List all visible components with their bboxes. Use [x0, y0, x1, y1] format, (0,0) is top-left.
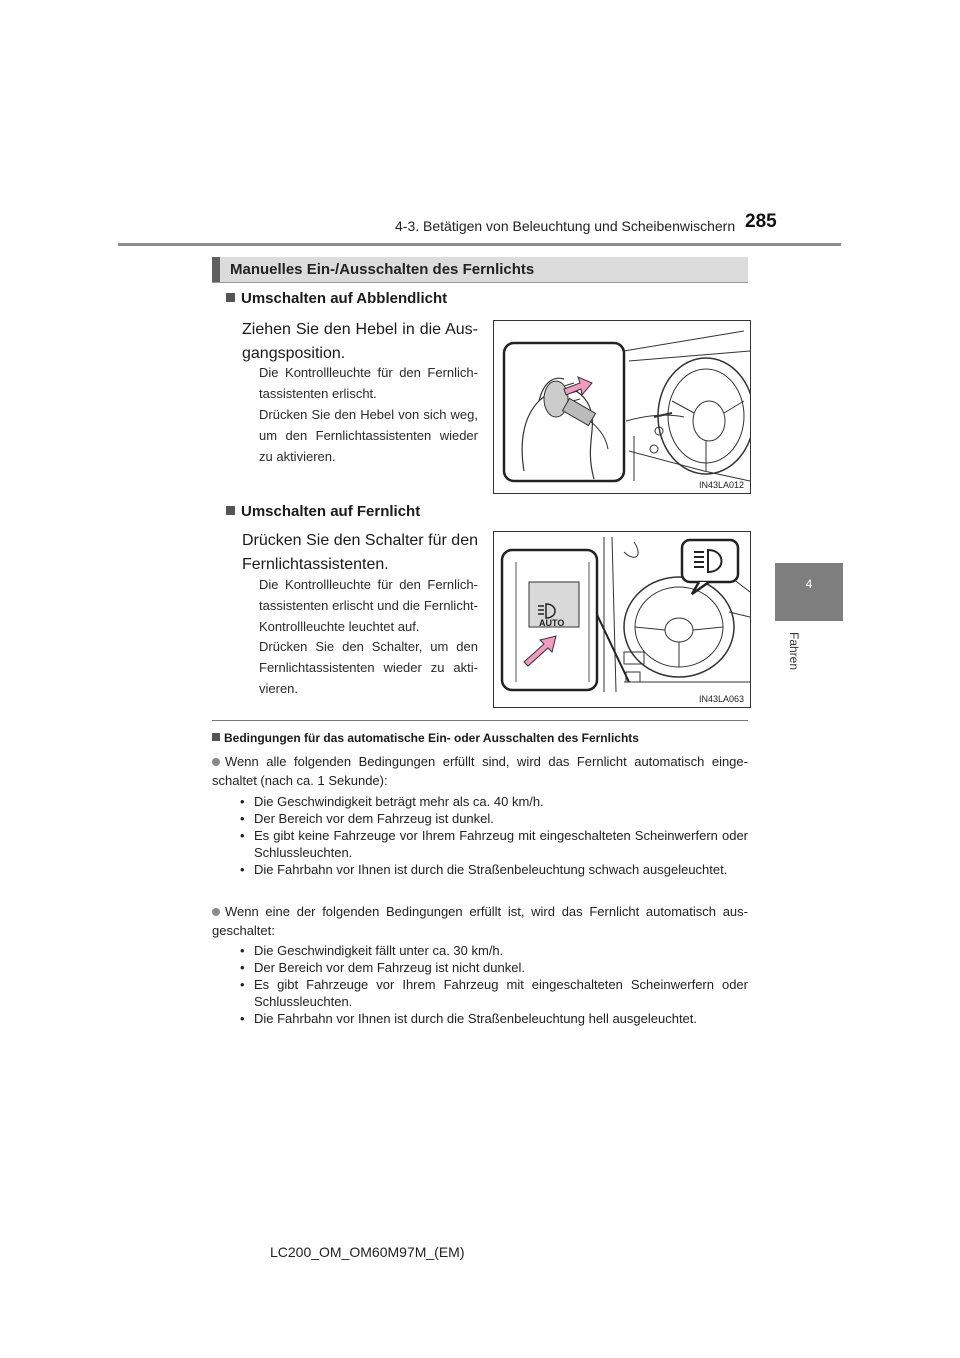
- list-item: • Die Geschwindigkeit beträgt mehr als ca. 40 km/h.: [238, 793, 748, 810]
- switch-auto-label: AUTO: [539, 618, 565, 628]
- section-heading-accent: [212, 257, 220, 282]
- conditions-off-list: [238, 942, 748, 1027]
- section-underline: [212, 282, 748, 283]
- list-item: • Die Fahrbahn vor Ihnen ist durch die Straßenbeleuchtung hell ausgeleuchtet.: [238, 1010, 748, 1027]
- section-divider: [212, 720, 748, 721]
- footer-code: LC200_OM_OM60M97M_(EM): [270, 1244, 465, 1260]
- figure-code: IN43LA012: [698, 480, 744, 490]
- note-text: Die Kontrollleuchte für den Fernlichtassistenten erlischt.: [259, 365, 478, 401]
- conditions-heading: [212, 731, 639, 745]
- header-rule: [118, 243, 841, 246]
- subheading-high-beam: [226, 503, 420, 520]
- subheading-low-beam: [226, 290, 447, 307]
- list-item: • Die Fahrbahn vor Ihnen ist durch die Straßenbeleuchtung schwach ausgeleuchtet.: [238, 861, 748, 878]
- conditions-off-intro-text: Wenn eine der folgenden Bedingungen erfüllt ist, wird das Fernlicht automatisch ausgeschaltet:: [212, 904, 748, 938]
- lever-illustration-svg: [494, 321, 750, 493]
- section-title: Manuelles Ein-/Ausschalten des Fernlichts: [230, 261, 535, 278]
- header-title: 4-3. Betätigen von Beleuchtung und Scheibenwischern: [395, 218, 736, 234]
- page-number: 285: [745, 211, 777, 232]
- circle-bullet-icon: [212, 758, 220, 766]
- square-bullet-icon: [212, 733, 220, 741]
- list-item: • Der Bereich vor dem Fahrzeug ist dunkel.: [238, 810, 748, 827]
- conditions-heading-text: Bedingungen für das automatische Ein- oder Ausschalten des Fernlichts: [224, 731, 639, 745]
- figure-lever-illustration: [493, 320, 751, 494]
- switch-illustration-svg: [494, 532, 750, 707]
- conditions-off-intro: [212, 902, 748, 940]
- note-text: Drücken Sie den Schalter, um den Fernlichtassistenten wieder zu aktivieren.: [259, 639, 478, 696]
- square-bullet-icon: [226, 506, 235, 515]
- subheading-high-beam-text: Umschalten auf Fernlicht: [241, 503, 421, 520]
- chapter-tab: [775, 563, 843, 621]
- step-text: Ziehen Sie den Hebel in die Ausgangsposition.: [242, 321, 478, 362]
- step-text: Drücken Sie den Schalter für den Fernlichtassistenten.: [242, 532, 478, 573]
- conditions-on-intro-text: Wenn alle folgenden Bedingungen erfüllt sind, wird das Fernlicht automatisch eingeschaltet (nach ca. 1 Sekunde):: [212, 754, 748, 788]
- list-item: • Es gibt keine Fahrzeuge vor Ihrem Fahrzeug mit eingeschalteten Scheinwerfern oder Schlussleuchten.: [238, 827, 748, 861]
- chapter-tab-number: 4: [805, 577, 813, 591]
- chapter-tab-label: Fahren: [787, 632, 801, 671]
- figure-code: IN43LA063: [698, 694, 744, 704]
- list-item: • Es gibt Fahrzeuge vor Ihrem Fahrzeug mit eingeschalteten Scheinwerfern oder Schlussleuchten.: [238, 976, 748, 1010]
- list-item: • Der Bereich vor dem Fahrzeug ist nicht dunkel.: [238, 959, 748, 976]
- figure-switch-illustration: [493, 531, 751, 708]
- circle-bullet-icon: [212, 908, 220, 916]
- note-text: Die Kontrollleuchte für den Fernlichtassistenten erlischt und die Fernlicht-Kontrollleuchte leuchtet auf.: [259, 577, 478, 634]
- list-item: • Die Geschwindigkeit fällt unter ca. 30 km/h.: [238, 942, 748, 959]
- square-bullet-icon: [226, 293, 235, 302]
- subheading-low-beam-text: Umschalten auf Abblendlicht: [241, 290, 448, 307]
- conditions-on-intro: [212, 752, 748, 790]
- note-text: Drücken Sie den Hebel von sich weg, um den Fernlichtassistenten wieder zu aktivieren.: [259, 407, 478, 464]
- conditions-on-list: [238, 793, 748, 878]
